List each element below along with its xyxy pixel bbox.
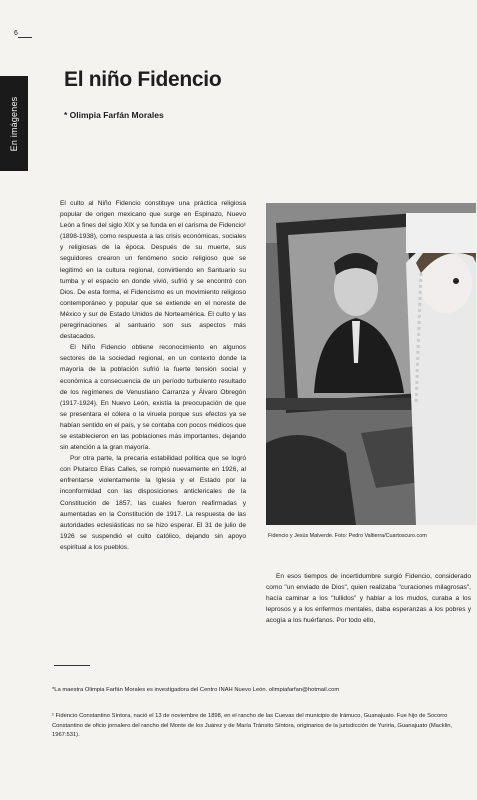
footnote-author: *La maestra Olimpia Farfán Morales es investigadora del Centro INAH Nuevo León. olimpiafarfan@hotmail.com [52, 687, 340, 693]
article-photo [266, 203, 476, 525]
section-tab-label: En imágenes [9, 96, 19, 151]
figurine-eye [453, 278, 459, 284]
paragraph-2: El Niño Fidencio obtiene reconocimiento en algunos sectores de la sociedad regional, en un contexto donde la mayoría de la población sufrió la fuerte tensión social y económica a consecuencia de un período turbulento resultado de los regímenes de Venustiano Carranza y Álvaro Obregón (1917-1924). En Nuevo León, existía la preocupación de que se presentara el cólera o la viruela porque sus efectos ya se habían sentido en el país, y se contaba con pocos médicos que se establecieron en las poblaciones más importantes, dejando sin atención a la gran mayoría. [60, 344, 246, 452]
paragraph-1: El culto al Niño Fidencio constituye una práctica religiosa popular de origen mexicano que surge en Espinazo, Nuevo León a fines del siglo XIX y se funda en el carisma de Fidencio¹ (1898-1938), como respuesta a las crisis económicas, sociales y religiosas de la época. Después de su muerte, sus seguidores crearon un fenómeno socio religioso que se legitimó en la cultura regional, convirtiendo en Santuario su tumba y el espacio en donde vivió, sufrió y se encontró con Dios. De esta forma, el Fidencismo es un movimiento religioso contemporáneo y popular que se extiende en el noreste de México y sur de Estado Unidos de Norteamérica. El culto y las peregrinaciones al santuario son sus aspectos más destacados. [60, 200, 246, 341]
flower-crown [406, 213, 476, 253]
footnote-1: ¹ Fidencio Constantino Síntora, nació el 13 de noviembre de 1898, en el rancho de las Cuevas del municipio de Irámuco, Guanajuato. Fue hijo de Socorro Constantino de oficio jornalero del rancho del Monte de los Juárez y de María Tránsito Síntora, originarios de la jurisdicción de Yuriria, Guanajuato (Macklin, 1967:531). [52, 713, 453, 739]
right-text-column: En esos tiempos de incertidumbre surgió Fidencio, considerado como "un enviado de Dios", quien realizaba "curaciones milagrosas", hacía caminar a los "tullidos" y hablar a los mudos, curaba a los leprosos y a los enfermos mentales, daba esperanzas a los pobres y acogía a los huérfanos. Por todo ello, [266, 573, 471, 625]
header-rule [18, 37, 32, 38]
article-title: El niño Fidencio [64, 68, 222, 91]
photo-caption: Fidencio y Jesús Malverde. Foto: Pedro Valtierra/Cuartoscuro.com [268, 533, 427, 539]
paragraph-3: Por otra parte, la precaria estabilidad política que se logró con Plutarco Elías Calles, se rompió nuevamente en 1926, al enfrentarse violentamente la Iglesia y el Estado por la inconformidad con las disposiciones anticlericales de la Constitución de 1857, las cuales fueron reafirmadas y aumentadas en la Constitución de 1917. La respuesta de las autoridades eclesiásticas no se hizo esperar. El 31 de julio de 1926 se suspendió el culto católico, dejando sin apoyo espiritual a los pueblos. [60, 455, 246, 551]
page-number: 6 [14, 30, 18, 37]
article-author: * Olimpia Farfán Morales [64, 110, 164, 120]
photo-illustration [266, 203, 476, 525]
left-text-column [60, 198, 246, 553]
section-tab [0, 76, 28, 171]
footnote-rule [54, 665, 90, 666]
